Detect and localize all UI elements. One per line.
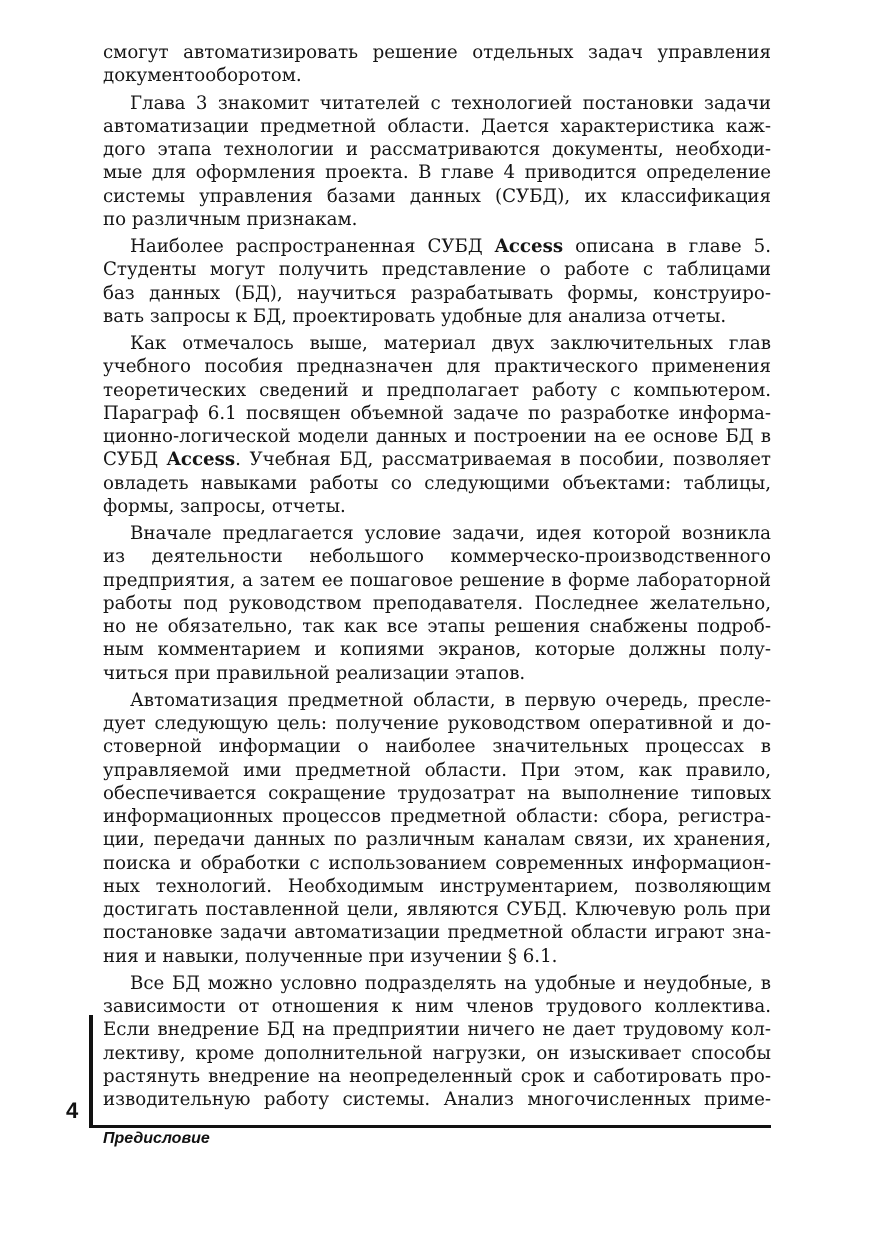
paragraph-3 [103, 235, 771, 328]
text-run: СУБД [103, 449, 167, 471]
text-line: достигать поставленной цели, являются СУБД. Ключевую роль при [103, 899, 771, 920]
text-line: Все БД можно условно подразделять на удобные и неудобные, в [130, 972, 771, 994]
paragraph-1 [103, 41, 771, 88]
text-line: постановке задачи автоматизации предметной области играют зна- [103, 922, 771, 944]
text-run: . Учебная БД, рассматриваемая в пособии, позволяет [235, 449, 771, 471]
text-line: овладеть навыками работы со следующими объектами: таблицы, [103, 472, 771, 494]
text-line [103, 235, 771, 258]
text-line: читься при правильной реализации этапов. [103, 662, 526, 684]
text-line: мые для оформления проекта. В главе 4 приводится определение [103, 162, 771, 184]
text-line: но не обязательно, так как все этапы решения снабжены подроб- [103, 616, 771, 637]
text-line: из деятельности небольшого коммерческо-производственного [103, 546, 771, 568]
paragraph-5 [103, 522, 771, 685]
text-line: Как отмечалось выше, материал двух заключительных глав [130, 333, 771, 354]
text-line: дого этапа технологии и рассматриваются документы, необходи- [103, 139, 771, 160]
text-line: стоверной информации о наиболее значительных процессах в [103, 736, 771, 758]
running-footer-title: Предисловие [103, 1130, 210, 1147]
text-line: теоретических сведений и предполагает работу с компьютером. [103, 379, 771, 401]
paragraph-7 [103, 972, 771, 1112]
text-line: учебного пособия предназначен для практического применения [103, 356, 771, 378]
text-line [103, 448, 771, 471]
text-line: дует следующую цель: получение руководством оперативной и до- [103, 713, 771, 734]
text-line: ционно-логической модели данных и построении на ее основе БД в [103, 426, 771, 447]
text-line: работы под руководством преподавателя. Последнее желательно, [103, 592, 771, 614]
margin-rule [89, 1015, 93, 1128]
text-line: растянуть внедрение на неопределенный срок и саботировать про- [103, 1065, 771, 1087]
text-run: описана в главе 5. [563, 236, 771, 257]
text-line: предприятия, а затем ее пошаговое решение в форме лабораторной [103, 569, 771, 591]
text-line: формы, запросы, отчеты. [103, 495, 346, 517]
footer-rule [89, 1125, 771, 1128]
software-name: Access [494, 236, 564, 257]
text-line: зависимости от отношения к ним членов трудового коллектива. [103, 996, 771, 1017]
text-line: Автоматизация предметной области, в первую очередь, пресле- [130, 689, 771, 711]
text-line: Студенты могут получить представление о работе с таблицами [103, 259, 771, 281]
text-line: ных технологий. Необходимым инструментарием, позволяющим [103, 875, 771, 897]
paragraph-2 [103, 92, 771, 232]
text-line: документооборотом. [103, 65, 302, 87]
text-line: ции, передачи данных по различным каналам связи, их хранения, [103, 829, 771, 851]
text-line: баз данных (БД), научиться разрабатывать формы, конструиро- [103, 282, 771, 304]
text-run: Наиболее распространенная СУБД [130, 236, 495, 257]
text-line: информационных процессов предметной области: сбора, регистра- [103, 806, 771, 827]
text-line: лективу, кроме дополнительной нагрузки, он изыскивает способы [103, 1042, 771, 1064]
page-number: 4 [66, 1098, 79, 1123]
text-line: системы управления базами данных (СУБД), их классификация [103, 185, 771, 207]
text-line: Если внедрение БД на предприятии ничего не дает трудовому кол- [103, 1019, 771, 1041]
text-line: обеспечивается сокращение трудозатрат на выполнение типовых [103, 782, 771, 804]
text-line: поиска и обработки с использованием современных информацион- [103, 852, 771, 874]
text-line: вать запросы к БД, проектировать удобные для анализа отчеты. [103, 305, 727, 327]
text-line: автоматизации предметной области. Дается характеристика каж- [103, 115, 771, 137]
document-body [103, 41, 771, 1111]
text-line: по различным признакам. [103, 208, 358, 230]
text-line: ния и навыки, полученные при изучении § 6.1. [103, 945, 558, 967]
paragraph-6 [103, 689, 771, 968]
text-line: изводительную работу системы. Анализ многочисленных приме- [103, 1089, 771, 1110]
text-line: ным комментарием и копиями экранов, которые должны полу- [103, 639, 771, 661]
text-line: Глава 3 знакомит читателей с технологией постановки задачи [130, 92, 771, 114]
text-line: управляемой ими предметной области. При этом, как правило, [103, 759, 771, 781]
paragraph-4 [103, 332, 771, 518]
text-line: смогут автоматизировать решение отдельных задач управления [103, 42, 771, 63]
text-line: Параграф 6.1 посвящен объемной задаче по разработке информа- [103, 402, 771, 424]
software-name: Access [166, 449, 236, 471]
text-line: Вначале предлагается условие задачи, идея которой возникла [130, 523, 771, 544]
